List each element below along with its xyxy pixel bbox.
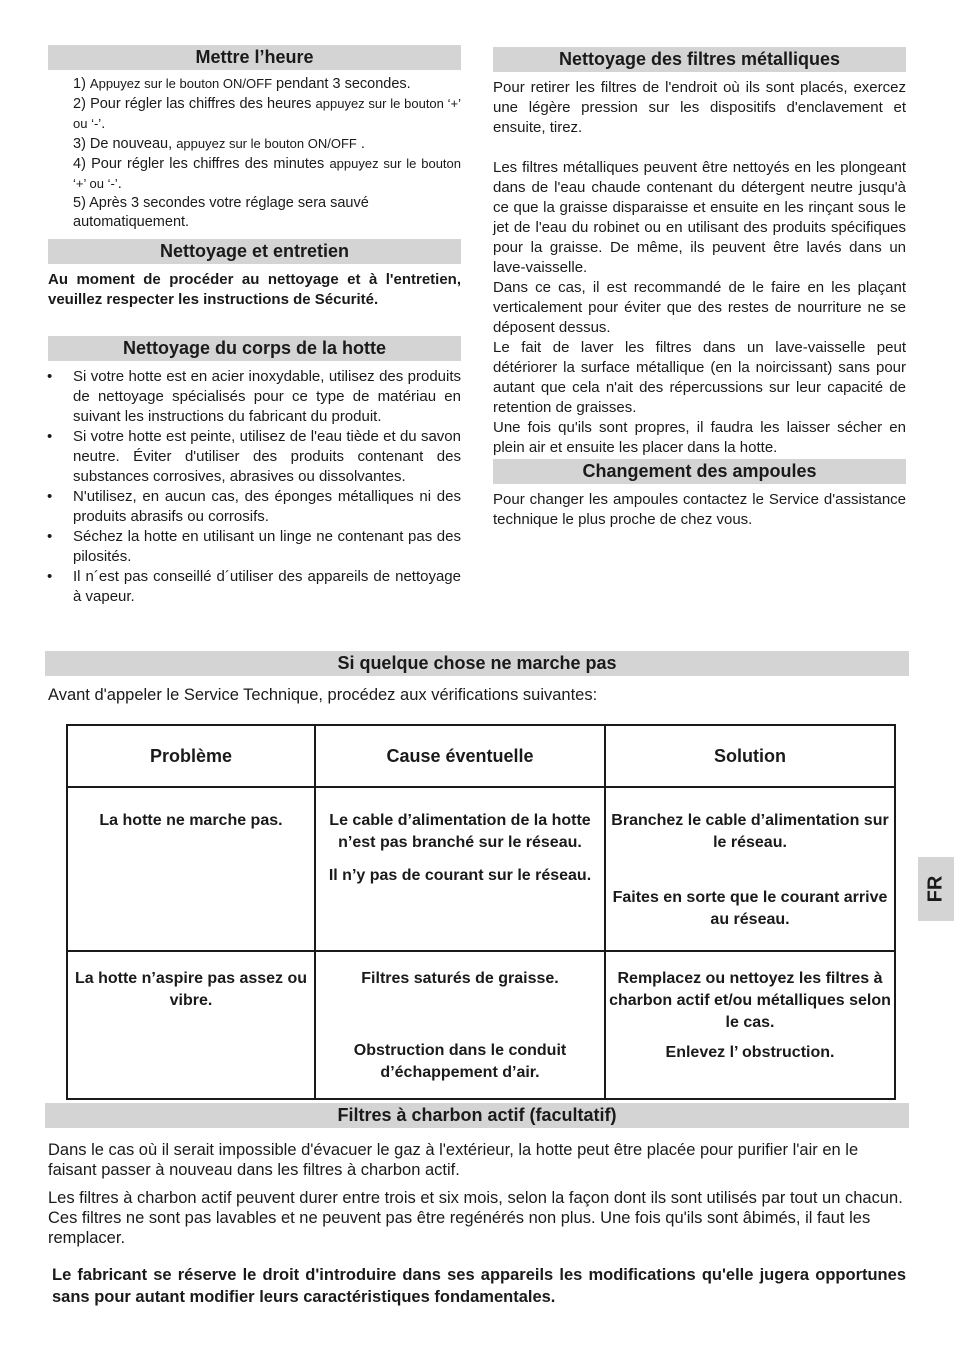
troubleshooting-intro: Avant d'appeler le Service Technique, procédez aux vérifications suivantes: [48, 686, 598, 704]
cause-cell: Le cable d’alimentation de la hotte n’est pas branché sur le réseau. Il n’y pas de courant sur le réseau. [315, 787, 605, 951]
list-item: • N'utilisez, en aucun cas, des éponges métalliques ni des produits abrasifs ou corrosifs. [47, 488, 461, 525]
step-2: 2) Pour régler las chiffres des heures appuyez sur le bouton ‘+’ ou ‘-’. [73, 96, 462, 132]
column-header: Solution [605, 725, 895, 787]
paragraph: Une fois qu'ils sont propres, il faudra les laisser sécher en plein air et ensuite les placer dans la hotte. [493, 419, 906, 456]
solution-cell: Branchez le cable d’alimentation sur le réseau. Faites en sorte que le courant arrive au réseau. [605, 787, 895, 951]
problem-cell: La hotte n’aspire pas assez ou vibre. [67, 951, 315, 1099]
bulbs-text: Pour changer les ampoules contactez le Service d'assistance technique le plus proche de chez vous. [493, 491, 906, 528]
section-header-nettoyage-entretien: Nettoyage et entretien [48, 239, 461, 264]
paragraph: Dans le cas où il serait impossible d'évacuer le gaz à l'extérieur, la hotte peut être placée pour purifier l'air en le faisant passer à nouveau dans les filtres à charbon actif. [48, 1141, 859, 1179]
manufacturer-notice: Le fabricant se réserve le droit d'introduire dans ses appareils les modifications qu'elle jugera opportunes sans pour autant modifier leurs caractéristiques fondamentales. [52, 1266, 906, 1306]
section-header-ampoules: Changement des ampoules [493, 459, 906, 484]
language-tab: FR [918, 857, 954, 921]
section-header-filtres-metalliques: Nettoyage des filtres métalliques [493, 47, 906, 72]
step-4: 4) Pour régler les chiffres des minutes appuyez sur le bouton ‘+’ ou ‘-’. [73, 156, 461, 192]
section-header-mettre-heure: Mettre l’heure [48, 45, 461, 70]
table-header-row [67, 725, 895, 787]
section-header-charbon: Filtres à charbon actif (facultatif) [45, 1103, 909, 1128]
paragraph: Dans ce cas, il est recommandé de le faire en les plaçant verticalement pour éviter que des restes de nourriture ne se déposent dessus. [493, 279, 906, 336]
paragraph: Le fait de laver les filtres dans un lave-vaisselle peut détériorer la surface métallique (en la noircissant) sans pour autant que cela n'ait des répercussions sur leur capacité de retention de graisses. [493, 339, 906, 416]
cause-cell: Filtres saturés de graisse. Obstruction dans le conduit d’échappement d’air. [315, 951, 605, 1099]
table-row [67, 951, 895, 1099]
clock-steps [73, 74, 461, 232]
safety-note: Au moment de procéder au nettoyage et à l'entretien, veuillez respecter les instructions de Sécurité. [48, 271, 461, 308]
list-item: • Si votre hotte est peinte, utilisez de l'eau tiède et du savon neutre. Éviter d'utiliser des produits contenant des substances corrosives, abrasives ou dissolvantes. [47, 428, 461, 485]
step-3: 3) De nouveau, appuyez sur le bouton ON/OFF . [73, 136, 365, 152]
paragraph: Les filtres métalliques peuvent être nettoyés en les plongeant dans de l'eau chaude contenant du détergent neutre jusqu'à ce que la graisse disparaisse et ensuite en les rinçant sous le jet de l'eau du robinet ou en utilisant des produits spécifiques pour la graisse. De même, ils peuvent être lavés dans un lave-vaisselle. [493, 159, 906, 276]
charcoal-text [48, 1140, 908, 1248]
problem-cell: La hotte ne marche pas. [67, 787, 315, 951]
section-header-troubleshooting: Si quelque chose ne marche pas [45, 651, 909, 676]
step-1: 1) Appuyez sur le bouton ON/OFF pendant 3 secondes. [73, 76, 411, 92]
solution-cell: Remplacez ou nettoyez les filtres à charbon actif et/ou métalliques selon le cas. Enlevez l’ obstruction. [605, 951, 895, 1099]
step-5: 5) Après 3 secondes votre réglage sera sauvé automatiquement. [73, 195, 369, 230]
hood-cleaning-list [47, 367, 461, 607]
list-item: • Si votre hotte est en acier inoxydable, utilisez des produits de nettoyage spécialisés pour ce type de matériau en suivant les instructions du fabricant du produit. [47, 368, 461, 425]
column-header: Cause éventuelle [315, 725, 605, 787]
column-header: Problème [67, 725, 315, 787]
section-header-corps-hotte: Nettoyage du corps de la hotte [48, 336, 461, 361]
table-row [67, 787, 895, 951]
list-item: • Séchez la hotte en utilisant un linge ne contenant pas des pilosités. [47, 528, 461, 565]
metal-filters-text [493, 78, 906, 458]
list-item: • Il n´est pas conseillé d´utiliser des appareils de nettoyage à vapeur. [47, 568, 461, 605]
troubleshooting-table [66, 724, 896, 1100]
paragraph: Les filtres à charbon actif peuvent durer entre trois et six mois, selon la façon dont ils sont utilisés par tout un chacun. Ces filtres ne sont pas lavables et ne peuvent pas être regénérés non plus. Une fois qu'ils sont âbimés, il faut les remplacer. [48, 1189, 903, 1247]
paragraph: Pour retirer les filtres de l'endroit où ils sont placés, exercez une légère pression sur les dispositifs d'enclavement et ensuite, tirez. [493, 79, 906, 136]
